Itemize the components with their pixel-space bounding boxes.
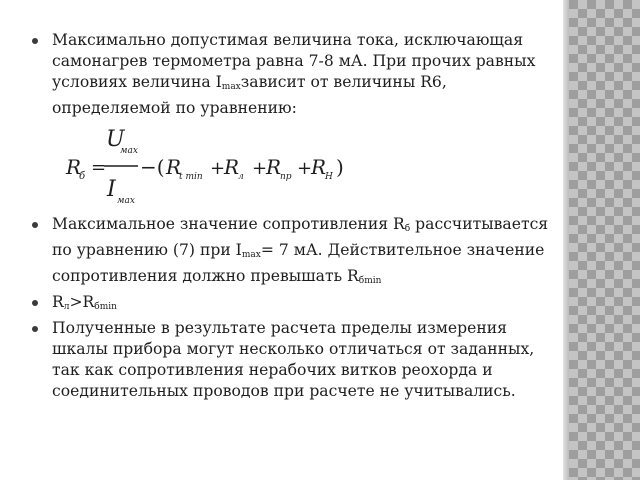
bullet-text: зависит от величины R6, определяемой по уравнению: (52, 73, 447, 117)
bullet-text: R (52, 293, 64, 311)
formula-term4: R (311, 155, 327, 179)
formula-equals: = (91, 157, 107, 178)
subscript: max (221, 82, 241, 92)
formula-graphic (64, 115, 364, 215)
subscript: бmin (94, 302, 117, 312)
decorative-diamond-stripe (569, 0, 640, 480)
formula-denominator-sub: мах (117, 196, 135, 206)
formula-term1-sub: t min (179, 172, 203, 182)
bullet-item-calculation-note (30, 318, 555, 402)
slide-content (30, 30, 555, 402)
subscript: max (241, 250, 261, 260)
bullet-list (30, 30, 555, 402)
formula-plus1: + (210, 158, 226, 179)
subscript: л (63, 302, 70, 312)
bullet-text: >R (69, 293, 95, 311)
formula-lhs-sub: б (79, 171, 86, 182)
bullet-icon (32, 38, 38, 44)
bullet-item-current-limit (30, 30, 555, 119)
bullet-icon (32, 326, 38, 332)
subscript: б (404, 224, 411, 234)
formula-term3: R (266, 155, 282, 179)
bullet-item-max-resistance (30, 214, 555, 292)
formula-term4-sub: H (325, 172, 333, 182)
formula-numerator-sub: мах (120, 146, 138, 156)
formula-denominator: I (107, 177, 116, 202)
bullet-item-inequality (30, 292, 555, 318)
formula-numerator: U (106, 127, 125, 152)
bullet-icon (32, 300, 38, 306)
formula-lhs: R (66, 155, 82, 179)
formula-term3-sub: пр (280, 172, 292, 182)
formula-term2: R (224, 155, 240, 179)
bullet-text: рассчитывается по уравнению (7) при I (52, 215, 549, 259)
bullet-icon (32, 222, 38, 228)
formula-r6 (64, 119, 555, 214)
bullet-text: Максимально допустимая величина тока, исключающая самонагрев термометра равна 7-8 мА. При прочих равных условиях величина I (52, 31, 536, 91)
bullet-text: Полученные в результате расчета пределы измерения шкалы прибора могут несколько отличаться от заданных, так как сопротивления нерабочих витков реохорда и соединительных проводов при расчете не учитывались. (52, 319, 535, 400)
formula-term1: R (166, 155, 182, 179)
bullet-text: = 7 мА. Действительное значение сопротивления должно превышать R (52, 241, 545, 285)
formula-close-paren: ) (336, 155, 344, 179)
subscript: бmin (358, 276, 382, 286)
formula-term2-sub: л (238, 172, 244, 182)
formula-plus3: + (297, 158, 313, 179)
bullet-text: Максимальное значение сопротивления R (52, 215, 405, 233)
formula-plus2: + (252, 158, 268, 179)
formula-minus-open: −( (140, 155, 165, 179)
